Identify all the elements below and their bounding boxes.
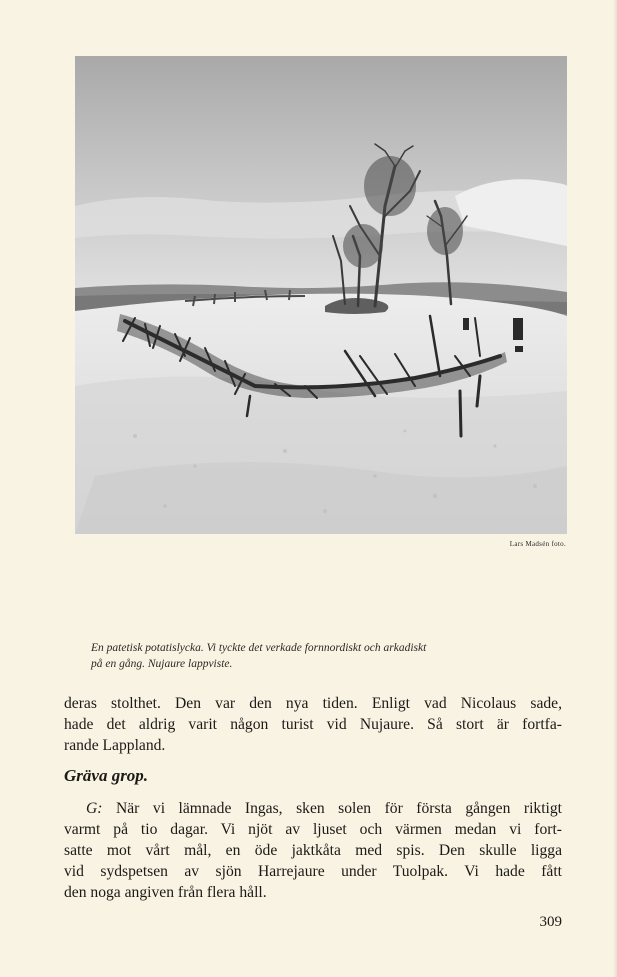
paragraph-line: vid sydspetsen av sjön Harrejaure under Tuolpak. Vi hade fått xyxy=(64,863,562,880)
first-line-text: När vi lämnade Ingas, sken solen för första gången riktigt xyxy=(116,800,563,817)
caption-line: En patetisk potatislycka. Vi tyckte det verkade fornnordiskt och arkadiskt xyxy=(91,642,427,654)
page-number: 309 xyxy=(539,914,562,930)
photo-caption xyxy=(91,640,565,672)
paragraph-line: den noga angiven från flera håll. xyxy=(64,884,267,901)
section-heading: Gräva grop. xyxy=(64,766,149,785)
snow-landscape-photo xyxy=(75,56,567,534)
paragraph-first-line xyxy=(64,798,562,819)
page-edge-shadow xyxy=(613,0,617,977)
speaker-label: G: xyxy=(86,800,103,817)
paragraph-2 xyxy=(64,798,562,903)
paragraph-line: satte mot vårt mål, en öde jaktkåta med spis. Den skulle ligga xyxy=(64,842,562,859)
paragraph-line: varmt på tio dagar. Vi njöt av ljuset och värmen medan vi fort- xyxy=(64,821,562,838)
caption-line: på en gång. Nujaure lappviste. xyxy=(91,658,233,670)
paragraph-line: deras stolthet. Den var den nya tiden. Enligt vad Nicolaus sade, xyxy=(64,695,562,712)
paragraph-line: rande Lappland. xyxy=(64,737,166,754)
photo-credit: Lars Madsén foto. xyxy=(509,540,566,548)
paragraph-1 xyxy=(64,693,562,756)
paragraph-line: hade det aldrig varit någon turist vid Nujaure. Så stort är fortfa- xyxy=(64,716,562,733)
photo-illustration xyxy=(75,56,567,534)
